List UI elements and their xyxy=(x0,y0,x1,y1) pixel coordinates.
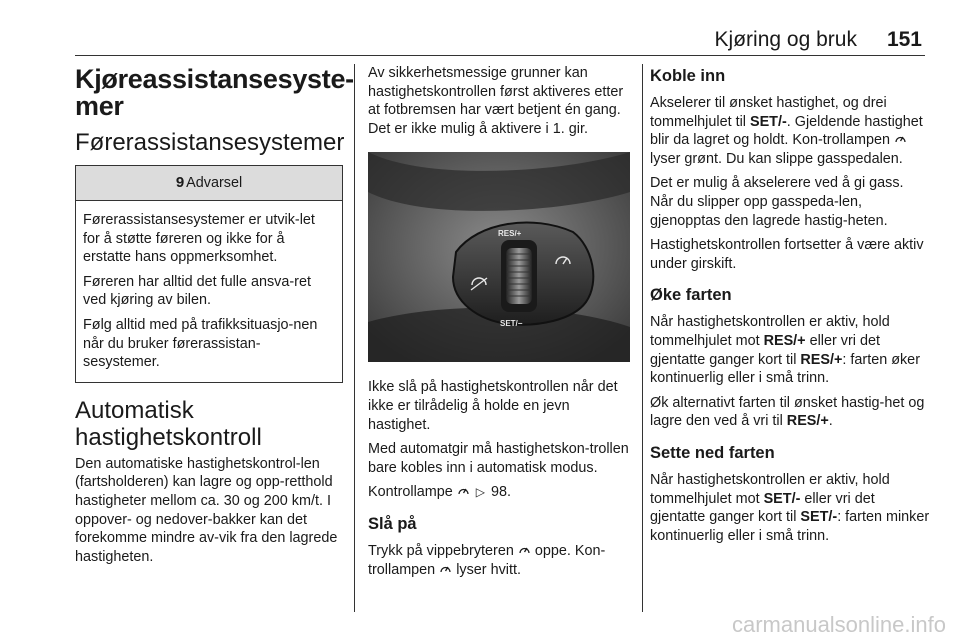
section-title: Kjøreassistansesyste- mer xyxy=(75,64,354,121)
warning-icon: 9 xyxy=(175,174,185,191)
set-minus-ref: SET/- xyxy=(800,509,838,526)
increase-text: : farten øker kontinuerlig eller i små trinn. xyxy=(650,351,920,387)
header-rule xyxy=(75,55,925,56)
warning-paragraph: Følg alltid med på trafikksituasjo-nen når du bruker førerassistan-sesystemer. xyxy=(83,316,318,371)
res-plus-ref: RES/+ xyxy=(763,332,806,349)
warning-paragraph: Førerassistansesystemer er utvik-let for å støtte føreren og ikke for å erstatte hans oppmerksomhet. xyxy=(83,212,315,266)
cruise-control-intro: Den automatiske hastighetskontrol-len (fartsholderen) kan lagre og opp-retthold hastigheter mellom ca. 30 og 200 km/t. I oppover- og nedover-bakker kan det forekomme mindre av-vik fra den lagrede hastigheten. xyxy=(75,455,338,565)
engage-paragraph xyxy=(650,94,930,168)
res-plus-ref: RES/+ xyxy=(800,351,843,368)
steering-wheel-controls-photo xyxy=(368,152,630,362)
decrease-speed-paragraph xyxy=(650,471,930,545)
warning-label: Advarsel xyxy=(186,175,243,191)
column-divider-left xyxy=(354,64,355,612)
section-subtitle: Førerassistansesystemer xyxy=(75,129,345,156)
indicator-reference xyxy=(368,483,632,502)
set-minus-label: SET/− xyxy=(500,319,523,329)
cruise-control-icon xyxy=(894,133,907,145)
chapter-title: Kjøring og bruk xyxy=(714,28,857,51)
set-minus-ref: SET/- xyxy=(749,113,787,130)
engage-text: . Gjeldende hastighet blir da lagret og holdt. Kon-trollampen xyxy=(650,113,923,149)
watermark: carmanualsonline.info xyxy=(731,612,946,637)
engage-text: lyser grønt. Du kan slippe gasspedalen. xyxy=(650,150,903,167)
res-plus-label: RES/+ xyxy=(498,229,522,239)
switch-on-heading: Slå på xyxy=(368,514,417,533)
warning-header xyxy=(76,166,342,201)
cruise-control-icon xyxy=(518,544,531,556)
warning-box xyxy=(75,165,343,383)
decrease-text: eller vri det gjentatte ganger kort til xyxy=(650,490,875,526)
increase-text: . xyxy=(828,413,833,430)
increase-text: Når hastighetskontrollen er aktiv, hold tommelhjulet mot xyxy=(650,314,890,349)
running-head xyxy=(715,28,922,52)
switch-on-text: lyser hvitt. xyxy=(456,561,521,578)
switch-on-paragraph xyxy=(368,542,632,579)
engage-heading: Koble inn xyxy=(650,67,726,85)
column-2 xyxy=(368,64,632,585)
column-1 xyxy=(75,64,354,572)
cruise-control-icon xyxy=(457,485,470,497)
increase-text: Øk alternativt farten til ønsket hastig-het og lagre den ved å vri til xyxy=(650,394,925,430)
indicator-reference-label: Kontrollampe xyxy=(368,484,453,501)
column-divider-right xyxy=(642,64,643,612)
decrease-text: : farten minker kontinuerlig eller i små trinn. xyxy=(650,509,930,544)
set-minus-ref: SET/- xyxy=(763,490,801,507)
usage-warning-paragraph: Ikke slå på hastighetskontrollen når det ikke er tilrådelig å holde en jevn hastighet. xyxy=(368,379,618,433)
increase-alt-paragraph xyxy=(650,394,930,431)
switch-on-text: Trykk på vippebryteren xyxy=(368,542,514,559)
warning-paragraph: Føreren har alltid det fulle ansva-ret ved kjøring av bilen. xyxy=(83,273,311,309)
res-plus-ref: RES/+ xyxy=(786,413,829,430)
switch-on-text: oppe. Kon-trollampen xyxy=(368,542,606,578)
automatic-gearbox-paragraph: Med automatgir må hastighetskon-trollen bare kobles inn i automatisk modus. xyxy=(368,441,629,476)
gear-change-paragraph: Hastighetskontrollen fortsetter å være aktiv under girskift. xyxy=(650,237,924,272)
cruise-control-heading: Automatisk hastighetskontroll xyxy=(75,396,262,451)
increase-text: eller vri det gjentatte ganger kort til xyxy=(650,332,880,368)
column-3 xyxy=(650,64,930,551)
engage-text: Akselerer til ønsket hastighet, og drei tommelhjulet til xyxy=(650,95,887,130)
safety-paragraph: Av sikkerhetsmessige grunner kan hastighetskontrollen først aktiveres etter at fotbremsen har vært betjent én gang. Det er ikke mulig å aktivere i 1. gir. xyxy=(368,65,624,137)
increase-speed-heading: Øke farten xyxy=(650,286,732,305)
page-number: 151 xyxy=(886,28,922,51)
decrease-speed-heading: Sette ned farten xyxy=(650,443,775,462)
page-reference-arrow-icon: ▷ xyxy=(475,485,486,500)
warning-body xyxy=(76,201,342,382)
increase-speed-paragraph xyxy=(650,313,930,387)
decrease-text: Når hastighetskontrollen er aktiv, hold tommelhjulet mot xyxy=(650,471,890,507)
indicator-reference-page: 98. xyxy=(491,484,512,501)
cruise-control-icon xyxy=(439,563,452,575)
accelerate-paragraph: Det er mulig å akselerere ved å gi gass. Når du slipper opp gasspeda-len, gjenopptas den lagrede hastig-heten. xyxy=(650,175,904,229)
